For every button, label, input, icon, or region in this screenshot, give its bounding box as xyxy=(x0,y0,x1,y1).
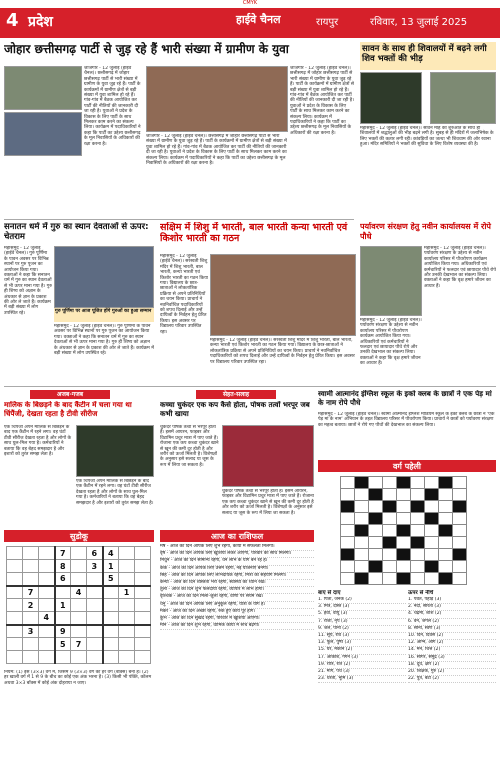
clue-across: 23. धरती, भूमि (3) xyxy=(318,676,406,683)
clue-down: 20. शिक्षक, गुरु (2) xyxy=(408,669,496,676)
sudoku-cell[interactable]: 5 xyxy=(103,573,119,586)
ajab-headline: मालिक के बिछड़ने के बाद कैंटीन में चला गया था चिंपैंजी, देखता रहता है टीवी सीरीज xyxy=(4,401,132,418)
sudoku-cell[interactable] xyxy=(7,573,23,586)
sudoku-cell[interactable] xyxy=(39,625,55,638)
down-title: ऊपर से नीचे xyxy=(408,590,434,596)
sudoku-cell[interactable] xyxy=(87,612,103,625)
clue-down: 12. अग्नि, आग (2) xyxy=(408,640,496,647)
sudoku-cell[interactable]: 9 xyxy=(55,625,71,638)
rashi-item: वृष - आज का दिन आपके लिए खुशियां लेकर आएगा, परिवार का साथ मिलेगा। xyxy=(160,551,314,558)
crossword-grid xyxy=(340,476,467,585)
clue-down: 14. मन, चित्त (2) xyxy=(408,647,496,654)
sudoku-cell[interactable] xyxy=(103,625,119,638)
sudoku-cell[interactable] xyxy=(119,625,135,638)
lead-photo-2 xyxy=(4,112,82,156)
sudoku-cell[interactable] xyxy=(135,547,151,560)
sudoku-cell[interactable] xyxy=(23,612,39,625)
ajab-body-2: एक चिंपैंजी अपने मालिक से बिछड़ने के बाद एक कैंटीन में रहने लगा। वह घंटों टीवी सीरीज देखता रहता है और लोगों के साथ घुल-मिल गया है। कर्मचारियों ने बताया कि वह बेहद समझदार है और इशारों को तुरंत समझ लेता है। xyxy=(76,479,154,506)
clue-down: 8. सोना, स्वर्ण (3) xyxy=(408,626,496,633)
sudoku-cell[interactable]: 1 xyxy=(103,560,119,573)
clue-across: 1. पिता, जनक (2) xyxy=(318,597,406,604)
sudoku-cell[interactable] xyxy=(7,612,23,625)
sudoku-grid xyxy=(6,546,151,664)
sudoku-cell[interactable] xyxy=(103,651,119,664)
environment-body: महासमुंद - 12 जुलाई (हाईवे चैनल)। पर्यावरण संरक्षण के उद्देश्य से नवीन कार्यालय परिसर में पौधरोपण कार्यक्रम आयोजित किया गया। अधिकारियों एवं कर्मचारियों ने फलदार एवं छायादार पौधे रोपे और उनकी देखभाल का संकल्प लिया। वक्ताओं ने कहा कि वृक्ष हमारे जीवन का आधार हैं। xyxy=(424,246,496,289)
sudoku-cell[interactable] xyxy=(39,651,55,664)
divider xyxy=(4,219,354,220)
clue-across: 15. घर, मकान (2) xyxy=(318,647,406,654)
sudoku-cell[interactable] xyxy=(23,651,39,664)
sudoku-cell[interactable]: 8 xyxy=(55,560,71,573)
sudoku-cell[interactable] xyxy=(23,573,39,586)
sudoku-cell[interactable]: 5 xyxy=(55,638,71,651)
sudoku-cell[interactable] xyxy=(135,560,151,573)
sudoku-cell[interactable]: 1 xyxy=(55,599,71,612)
sudoku-cell[interactable] xyxy=(7,651,23,664)
page-number: 4 xyxy=(6,10,19,31)
section-title: प्रदेश xyxy=(28,14,53,30)
clue-down: 2. नदी, सरिता (3) xyxy=(408,604,496,611)
sudoku-cell[interactable] xyxy=(87,586,103,599)
sudoku-cell[interactable] xyxy=(119,638,135,651)
clue-across: 19. रात्रि, रात (2) xyxy=(318,662,406,669)
paper-name: हाईवे चैनल xyxy=(236,13,281,26)
sudoku-cell[interactable]: 6 xyxy=(87,547,103,560)
rashifal-title: आज का राशिफल xyxy=(160,530,314,542)
sudoku-cell[interactable] xyxy=(87,638,103,651)
environment-headline: पर्यावरण संरक्षण हेतु नवीन कार्यालयस में रोपे पौधे xyxy=(360,222,491,241)
lead-headline: जोहार छत्तीसगढ़ पार्टी से जुड़ रहे हैं भारी संख्या में ग्रामीण के युवा xyxy=(4,42,289,56)
clue-down: 16. सागर, समुद्र (3) xyxy=(408,655,496,662)
sudoku-cell[interactable] xyxy=(71,599,87,612)
sudoku-cell[interactable] xyxy=(39,586,55,599)
cmyk-mark: CMYK xyxy=(242,0,258,6)
sudoku-cell[interactable]: 4 xyxy=(39,612,55,625)
health-body: चुकंदर पोषक तत्वों से भरपूर होता है। इसमें आयरन, फाइबर और विटामिन प्रचुर मात्रा में पाए जाते हैं। रोजाना एक कप कच्चा चुकंदर खाने से खून की कमी दूर होती है और शरीर को ऊर्जा मिलती है। विशेषज्ञों के अनुसार इसे सलाद या जूस के रूप में लिया जा सकता है। xyxy=(160,425,219,468)
sudoku-cell[interactable] xyxy=(119,651,135,664)
divider xyxy=(4,386,496,387)
rashi-item: मकर - आज का दिन अच्छा रहेगा, रुके हुए कार्य पूरे होंगे। xyxy=(160,609,314,616)
sudoku-cell[interactable] xyxy=(119,547,135,560)
environment-photo xyxy=(360,246,422,316)
sawan-body: महासमुंद - 12 जुलाई (हाईवे चैनल)। सावन माह की शुरुआत के साथ ही शिवालयों में श्रद्धालुओं की भीड़ बढ़ने लगी है। सुबह से ही मंदिरों में जलाभिषेक के लिए भक्तों की कतार लगी रही। कांवड़ियों का जत्था भी शिवधाम की ओर रवाना हुआ। मंदिर समितियों ने भक्तों की सुविधा के लिए विशेष व्यवस्था की है। xyxy=(360,126,494,148)
sudoku-cell[interactable] xyxy=(39,638,55,651)
sudoku-cell[interactable] xyxy=(135,612,151,625)
crossword-title: वर्ग पहेली xyxy=(318,460,496,472)
sudoku-cell[interactable] xyxy=(103,638,119,651)
satnam-photo xyxy=(54,246,154,308)
clue-across: 13. फूल, पुष्प (3) xyxy=(318,640,406,647)
sudoku-title: सुडोकू xyxy=(4,530,154,542)
clue-down: 18. दूध, क्षीर (2) xyxy=(408,662,496,669)
crossword-across xyxy=(318,590,406,776)
satnam-caption: गुरु पूर्णिमा पर आज पूजित होंगे गुरुओं का हुआ सम्मान xyxy=(54,308,154,322)
rashi-item: मेष - आज का दिन आपके लिए शुभ रहेगा, कार्यों में सफलता मिलेगी। xyxy=(160,544,314,551)
sudoku-cell[interactable] xyxy=(7,547,23,560)
sudoku-cell[interactable] xyxy=(55,651,71,664)
lead-body-3: जांजगीर - 12 जुलाई (हाईवे चैनल)। छत्तीसगढ़ में जोहार छत्तीसगढ़ पार्टी से भारी संख्या में ग्रामीण के युवा जुड़ रहे हैं। पार्टी के कार्यक्रमों में ग्रामीण क्षेत्रों से बड़ी संख्या में युवा शामिल हो रहे हैं। गांव-गांव में बैठक आयोजित कर पार्टी की नीतियों की जानकारी दी जा रही है। युवाओं ने प्रदेश के विकास के लिए पार्टी के साथ मिलकर काम करने का संकल्प लिया। कार्यक्रम में पदाधिकारियों ने कहा कि पार्टी का उद्देश्य छत्तीसगढ़ के मूल निवासियों के अधिकारों की रक्षा करना है। xyxy=(290,66,354,136)
sudoku-cell[interactable] xyxy=(119,612,135,625)
sudoku-cell[interactable]: 4 xyxy=(103,547,119,560)
sudoku-cell[interactable] xyxy=(119,560,135,573)
school-body: महासमुंद - 12 जुलाई (हाईवे चैनल)। सरस्वती शिशु मंदिर में शिशु भारती, बाल भारती, कन्या भारती एवं किशोर भारती का गठन किया गया। विद्यालय के छात्र-छात्राओं ने लोकतांत्रिक प्रक्रिया से अपने प्रतिनिधियों का चयन किया। प्राचार्य ने नवनिर्वाचित पदाधिकारियों को शपथ दिलाई और उन्हें दायित्वों के निर्वहन हेतु प्रेरित किया। इस अवसर पर विद्यालय परिवार उपस्थित रहा। xyxy=(160,254,208,335)
health-tag: सेहत-सलाह xyxy=(196,390,276,399)
sudoku-cell[interactable] xyxy=(71,625,87,638)
clue-down: 4. चंद्रमा, शशि (2) xyxy=(408,611,496,618)
sudoku-cell[interactable] xyxy=(119,573,135,586)
rashi-item: मीन - आज का दिन शुभ रहेगा, धार्मिक कार्यों में रुचि बढ़ेगी। xyxy=(160,623,314,630)
school-headline: सक्षिम में शिशु में भारती, बाल भारती कन्या भारती एवं किशोर भारती का गठन xyxy=(160,222,348,244)
sudoku-cell[interactable] xyxy=(23,638,39,651)
health-headline: कच्चा चुकंदर एक कप कैसे होता, पोषक तत्वों भरपूर जब कभी खाया xyxy=(160,401,310,418)
sudoku-cell[interactable] xyxy=(135,625,151,638)
sudoku-cell[interactable] xyxy=(7,586,23,599)
sudoku-cell[interactable]: 7 xyxy=(55,547,71,560)
sudoku-cell[interactable]: 3 xyxy=(23,625,39,638)
sudoku-cell[interactable] xyxy=(103,586,119,599)
sudoku-cell[interactable] xyxy=(39,599,55,612)
issue-date: रविवार, 13 जुलाई 2025 xyxy=(370,17,468,28)
health-photo xyxy=(222,425,314,487)
clue-across: 11. सूर्य, रवि (3) xyxy=(318,633,406,640)
lead-photo-3 xyxy=(146,66,288,132)
health-body-2: चुकंदर पोषक तत्वों से भरपूर होता है। इसमें आयरन, फाइबर और विटामिन प्रचुर मात्रा में पाए जाते हैं। रोजाना एक कप कच्चा चुकंदर खाने से खून की कमी दूर होती है और शरीर को ऊर्जा मिलती है। विशेषज्ञों के अनुसार इसे सलाद या जूस के रूप में लिया जा सकता है। xyxy=(222,489,314,516)
swami-body: महासमुंद - 12 जुलाई (हाईवे चैनल)। स्वामी आत्मानंद इंग्लिश मीडियम स्कूल के इको क्लब के छात्रों ने 'एक पेड़ मां के नाम' अभियान के तहत विद्यालय परिसर में पौधरोपण किया। प्राचार्य ने छात्रों को पर्यावरण संरक्षण का महत्व बताया। छात्रों ने रोपे गए पौधों की देखभाल का संकल्प लिया। xyxy=(318,412,495,428)
ajab-tag: अजब-गजब xyxy=(30,390,110,399)
sudoku-cell[interactable] xyxy=(103,612,119,625)
school-photo xyxy=(210,254,356,336)
sudoku-cell[interactable] xyxy=(55,612,71,625)
lead-body: जांजगीर - 12 जुलाई (हाईवे चैनल)। छत्तीसगढ़ में जोहार छत्तीसगढ़ पार्टी से भारी संख्या में ग्रामीण के युवा जुड़ रहे हैं। पार्टी के कार्यक्रमों में ग्रामीण क्षेत्रों से बड़ी संख्या में युवा शामिल हो रहे हैं। गांव-गांव में बैठक आयोजित कर पार्टी की नीतियों की जानकारी दी जा रही है। युवाओं ने प्रदेश के विकास के लिए पार्टी के साथ मिलकर काम करने का संकल्प लिया। कार्यक्रम में पदाधिकारियों ने कहा कि पार्टी का उद्देश्य छत्तीसगढ़ के मूल निवासियों के अधिकारों की रक्षा करना है। xyxy=(84,66,141,147)
city-name: रायपुर xyxy=(316,17,339,28)
sudoku-cell[interactable]: 7 xyxy=(71,638,87,651)
school-body-2: महासमुंद - 12 जुलाई (हाईवे चैनल)। सरस्वती शिशु मंदिर में शिशु भारती, बाल भारती, कन्या भारती एवं किशोर भारती का गठन किया गया। विद्यालय के छात्र-छात्राओं ने लोकतांत्रिक प्रक्रिया से अपने प्रतिनिधियों का चयन किया। प्राचार्य ने नवनिर्वाचित पदाधिकारियों को शपथ दिलाई और उन्हें दायित्वों के निर्वहन हेतु प्रेरित किया। इस अवसर पर विद्यालय परिवार उपस्थित रहा। xyxy=(210,338,355,365)
clue-across: 3. मित्र, दोस्त (3) xyxy=(318,604,406,611)
sudoku-cell[interactable] xyxy=(87,599,103,612)
ajab-body: एक चिंपैंजी अपने मालिक से बिछड़ने के बाद एक कैंटीन में रहने लगा। वह घंटों टीवी सीरीज देखता रहता है और लोगों के साथ घुल-मिल गया है। कर्मचारियों ने बताया कि वह बेहद समझदार है और इशारों को तुरंत समझ लेता है। xyxy=(4,425,72,458)
swami-headline: स्वामी आत्मानंद इंग्लिश स्कूल के इको क्लब के छात्रों ने एक पेड़ मां के नाम रोपे पौधे xyxy=(318,390,492,407)
sudoku-cell[interactable]: 7 xyxy=(23,586,39,599)
sudoku-cell[interactable] xyxy=(71,573,87,586)
sudoku-cell[interactable] xyxy=(23,547,39,560)
sudoku-cell[interactable] xyxy=(55,586,71,599)
sudoku-cell[interactable] xyxy=(71,651,87,664)
sawan-headline: सावन के साथ ही शिवालयों में बढ़ने लगी शिव भक्तों की भीड़ xyxy=(360,42,496,70)
sudoku-cell[interactable] xyxy=(7,560,23,573)
sawan-photo-1 xyxy=(360,72,422,124)
rashifal-list xyxy=(160,544,314,776)
sudoku-cell[interactable] xyxy=(39,547,55,560)
sudoku-cell[interactable] xyxy=(103,599,119,612)
clue-down: 10. दिन, दिवस (2) xyxy=(408,633,496,640)
rashi-item: मिथुन - आज का दिन सामान्य रहेगा, धन लाभ के योग बन रहे हैं। xyxy=(160,558,314,565)
sudoku-cell[interactable] xyxy=(71,547,87,560)
crossword-down xyxy=(408,590,496,776)
sudoku-cell[interactable] xyxy=(39,560,55,573)
sudoku-cell[interactable] xyxy=(7,599,23,612)
satnam-body-2: महासमुंद - 12 जुलाई (हाईवे चैनल)। गुरु पूर्णिमा के पावन अवसर पर विभिन्न स्थानों पर गुरु पूजन का आयोजन किया गया। वक्ताओं ने कहा कि सनातन धर्म में गुरु का स्थान देवताओं से भी ऊपर माना गया है। गुरु ही शिष्य को अज्ञान के अंधकार से ज्ञान के प्रकाश की ओर ले जाते हैं। कार्यक्रम में बड़ी संख्या में लोग उपस्थित रहे। xyxy=(54,324,154,357)
rashi-item: सिंह - आज का दिन आपके लिए लाभदायक रहेगा, मित्रों का सहयोग मिलेगा। xyxy=(160,573,314,580)
lead-body-2: जांजगीर - 12 जुलाई (हाईवे चैनल)। छत्तीसगढ़ में जोहार छत्तीसगढ़ पार्टी से भारी संख्या में ग्रामीण के युवा जुड़ रहे हैं। पार्टी के कार्यक्रमों में ग्रामीण क्षेत्रों से बड़ी संख्या में युवा शामिल हो रहे हैं। गांव-गांव में बैठक आयोजित कर पार्टी की नीतियों की जानकारी दी जा रही है। युवाओं ने प्रदेश के विकास के लिए पार्टी के साथ मिलकर काम करने का संकल्प लिया। कार्यक्रम में पदाधिकारियों ने कहा कि पार्टी का उद्देश्य छत्तीसगढ़ के मूल निवासियों के अधिकारों की रक्षा करना है। xyxy=(146,134,287,167)
rashi-item: वृश्चिक - आज का दिन मिला-जुला रहेगा, वाणी पर संयम रखें। xyxy=(160,594,314,601)
clue-down: 1. पर्वत, पहाड़ (3) xyxy=(408,597,496,604)
sudoku-cell[interactable] xyxy=(135,651,151,664)
sudoku-cell[interactable] xyxy=(71,612,87,625)
clue-down: 6. वन, जंगल (2) xyxy=(408,619,496,626)
sudoku-cell[interactable] xyxy=(87,651,103,664)
across-title: बाएं से दाएं xyxy=(318,590,341,596)
clue-across: 21. मार्ग, पथ (3) xyxy=(318,669,406,676)
sudoku-cell[interactable]: 2 xyxy=(23,599,39,612)
satnam-headline: सनातन धर्म में गुरु का स्थान देवताओं से ऊपर: चेतराम xyxy=(4,222,149,242)
satnam-body: महासमुंद - 12 जुलाई (हाईवे चैनल)। गुरु पूर्णिमा के पावन अवसर पर विभिन्न स्थानों पर गुरु पूजन का आयोजन किया गया। वक्ताओं ने कहा कि सनातन धर्म में गुरु का स्थान देवताओं से भी ऊपर माना गया है। गुरु ही शिष्य को अज्ञान के अंधकार से ज्ञान के प्रकाश की ओर ले जाते हैं। कार्यक्रम में बड़ी संख्या में लोग उपस्थित रहे। xyxy=(4,246,52,316)
rashi-item: धनु - आज का दिन आपके लिए अनुकूल रहेगा, यात्रा के योग हैं। xyxy=(160,602,314,609)
clue-across: 7. राजा, नृप (3) xyxy=(318,619,406,626)
sudoku-cell[interactable] xyxy=(135,599,151,612)
clue-across: 5. हवा, वायु (3) xyxy=(318,611,406,618)
sudoku-cell[interactable] xyxy=(71,560,87,573)
sudoku-cell[interactable]: 1 xyxy=(119,586,135,599)
sawan-photo-2 xyxy=(430,72,496,124)
environment-body-2: महासमुंद - 12 जुलाई (हाईवे चैनल)। पर्यावरण संरक्षण के उद्देश्य से नवीन कार्यालय परिसर में पौधरोपण कार्यक्रम आयोजित किया गया। अधिकारियों एवं कर्मचारियों ने फलदार एवं छायादार पौधे रोपे और उनकी देखभाल का संकल्प लिया। वक्ताओं ने कहा कि वृक्ष हमारे जीवन का आधार हैं। xyxy=(360,318,422,367)
rashi-item: तुला - आज का दिन शुभ फलदायी रहेगा, व्यापार में लाभ होगा। xyxy=(160,587,314,594)
rashi-item: कर्क - आज का दिन आपके लिए उत्तम रहेगा, नई योजनाएं बनेंगी। xyxy=(160,566,314,573)
sudoku-cell[interactable] xyxy=(135,638,151,651)
sudoku-cell[interactable] xyxy=(135,573,151,586)
sudoku-cell[interactable]: 4 xyxy=(71,586,87,599)
sudoku-cell[interactable] xyxy=(119,599,135,612)
sudoku-cell[interactable] xyxy=(135,586,151,599)
rashi-item: कन्या - आज का दिन व्यस्तता भरा रहेगा, स्वास्थ्य का ध्यान रखें। xyxy=(160,580,314,587)
ajab-photo xyxy=(76,425,154,477)
sudoku-cell[interactable] xyxy=(87,573,103,586)
clue-across: 9. जल, पानी (2) xyxy=(318,626,406,633)
sudoku-cell[interactable] xyxy=(7,625,23,638)
sudoku-cell[interactable]: 3 xyxy=(87,560,103,573)
clue-down: 22. पुत्र, बेटा (2) xyxy=(408,676,496,683)
rashi-item: कुंभ - आज का दिन सुखद रहेगा, परिवार में खुशियां आएंगी। xyxy=(160,616,314,623)
lead-photo-1 xyxy=(4,66,82,110)
sudoku-cell[interactable] xyxy=(7,638,23,651)
sudoku-rules: नियम: (1) इस (3×3) वर्ग में, जिसमें 9 (3×3) वर्ग का हर वर्ग (बॉक्स) बना है। (2) हर खाली वर्ग में 1 से 9 के बीच का कोई एक अंक भरना है। (3) किसी भी पंक्ति, कॉलम अथवा 3×3 बॉक्स में कोई अंक दोहराया न जाए। xyxy=(4,670,152,686)
sudoku-cell[interactable] xyxy=(39,573,55,586)
sudoku-cell[interactable]: 6 xyxy=(55,573,71,586)
clue-across: 17. आकाश, गगन (3) xyxy=(318,655,406,662)
sudoku-cell[interactable] xyxy=(87,625,103,638)
sudoku-cell[interactable] xyxy=(23,560,39,573)
